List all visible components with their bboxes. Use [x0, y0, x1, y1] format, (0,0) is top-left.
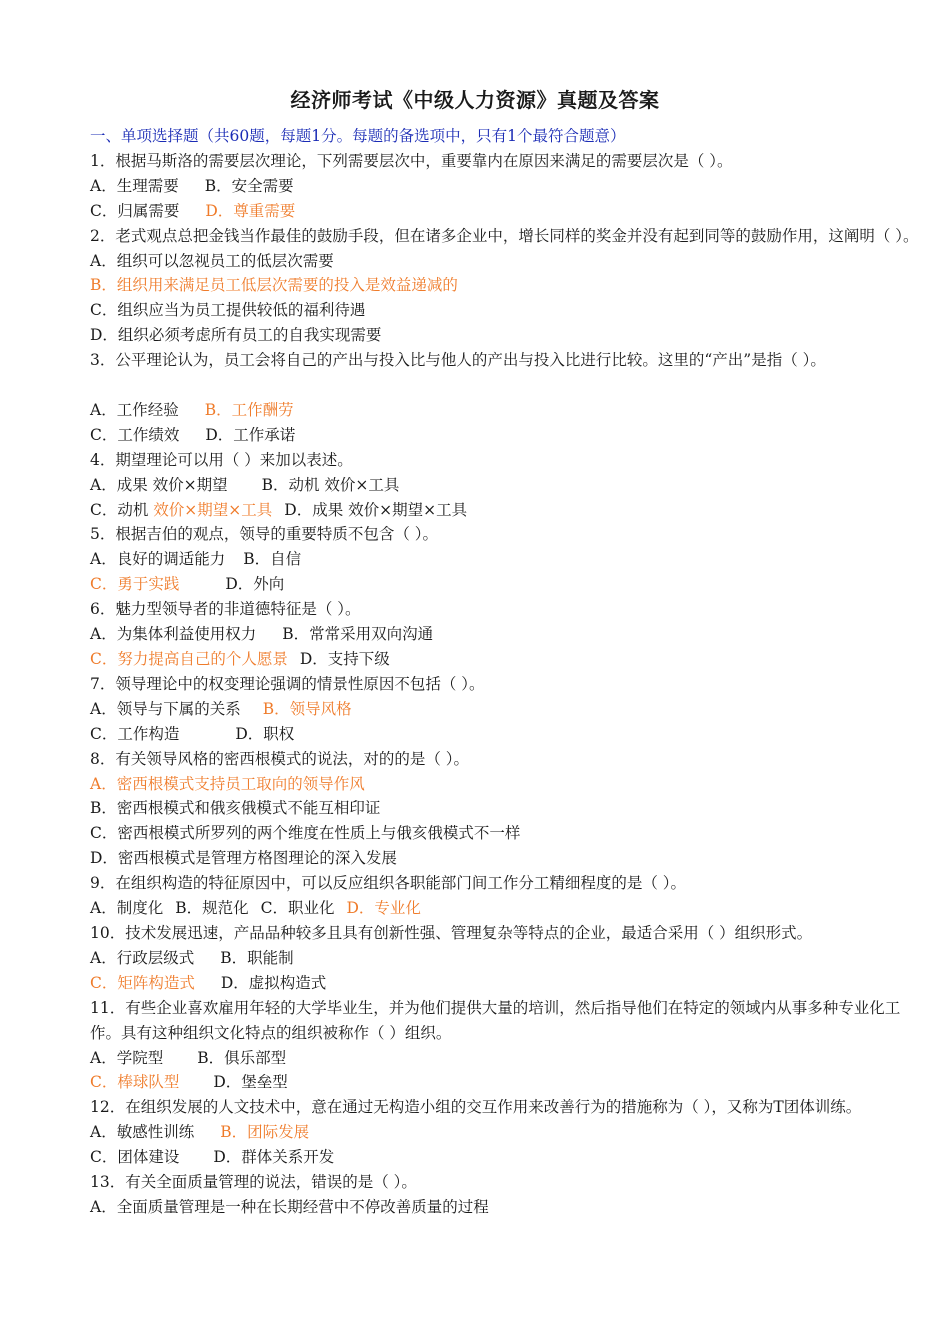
option: C．密西根模式所罗列的两个维度在性质上与俄亥俄模式不一样 [90, 824, 521, 843]
question-stem: 11．有些企业喜欢雇用年轻的大学毕业生，并为他们提供大量的培训，然后指导他们在特定的领域内从事多种专业化工作。具有这种组织文化特点的组织被称作（ ）组织。 [90, 998, 901, 1042]
option-row [90, 174, 920, 199]
option-row [90, 647, 920, 672]
option: C．工作绩效 [90, 425, 180, 444]
question-stem: 3．公平理论认为，员工会将自己的产出与投入比与他人的产出与投入比进行比较。这里的“产出”是指（ ）。 [90, 351, 826, 370]
question-stem: 7．领导理论中的权变理论强调的情景性原因不包括（ ）。 [90, 674, 485, 693]
option: A．工作经验 [90, 400, 179, 419]
document-body [90, 124, 920, 1220]
option: D．职权 [235, 724, 295, 743]
option: A．良好的调适能力 [90, 550, 226, 569]
option: C．团体建设 [90, 1148, 180, 1167]
answer-option: C．勇于实践 [90, 575, 180, 594]
option: B．俱乐部型 [197, 1048, 287, 1067]
option: D．密西根模式是管理方格图理论的深入发展 [90, 849, 397, 868]
answer-option: C．努力提高自己的个人愿景 [90, 650, 288, 669]
question-stem: 10．技术发展迅速，产品品种较多且具有创新性强、管理复杂等特点的企业，最适合采用（ ）组织形式。 [90, 923, 813, 942]
option: C．组织应当为员工提供较低的福利待遇 [90, 301, 366, 320]
answer-option: B．工作酬劳 [204, 400, 294, 419]
answer-option: A．密西根模式支持员工取向的领导作风 [90, 774, 365, 793]
option-row [90, 473, 920, 498]
document-title: 经济师考试《中级人力资源》真题及答案 [290, 88, 660, 112]
blank-line [90, 373, 920, 398]
option-row [90, 1120, 920, 1145]
answer-option: B．组织用来满足员工低层次需要的投入是效益递减的 [90, 276, 458, 295]
section-heading: 一、单项选择题（共60题，每题1分。每题的备选项中，只有1个最符合题意） [90, 127, 626, 145]
option-row [90, 971, 920, 996]
option: B．职能制 [220, 948, 294, 967]
answer-option: D．尊重需要 [205, 201, 296, 220]
option: A．学院型 [90, 1048, 164, 1067]
option: A．为集体利益使用权力 [90, 625, 257, 644]
option-row [90, 423, 920, 448]
answer-option: B．领导风格 [262, 699, 352, 718]
option: D．成果 效价×期望×工具 [284, 500, 468, 519]
option-row [90, 622, 920, 647]
option-row [90, 896, 920, 921]
option: D．工作承诺 [205, 425, 296, 444]
option: D．支持下级 [299, 650, 390, 669]
option: A．领导与下属的关系 [90, 699, 241, 718]
option: A．行政层级式 [90, 948, 195, 967]
question-stem: 12．在组织发展的人文技术中，意在通过无构造小组的交互作用来改善行为的措施称为（ ），又称为T团体训练。 [90, 1098, 862, 1117]
answer-option: B．团际发展 [220, 1123, 310, 1142]
option: D．堡垒型 [213, 1073, 288, 1092]
option: B．常常采用双向沟通 [282, 625, 434, 644]
question-stem: 6．魅力型领导者的非道德特征是（ ）。 [90, 600, 361, 619]
option: C．职业化 [260, 899, 335, 918]
answer-option: C．棒球队型 [90, 1073, 180, 1092]
option: B．动机 效价×工具 [261, 475, 400, 494]
answer-option: D．专业化 [346, 899, 421, 918]
option: A．敏感性训练 [90, 1123, 195, 1142]
option: C．工作构造 [90, 724, 180, 743]
question-stem: 13．有关全面质量管理的说法，错误的是（ ）。 [90, 1173, 417, 1192]
option-row [90, 398, 920, 423]
question-stem: 9．在组织构造的特征原因中，可以反应组织各职能部门间工作分工精细程度的是（ ）。 [90, 874, 687, 893]
option: A．生理需要 [90, 176, 179, 195]
answer-option: C．矩阵构造式 [90, 973, 195, 992]
option: D．群体关系开发 [213, 1148, 335, 1167]
question-stem: 8．有关领导风格的密西根模式的说法，对的的是（ ）。 [90, 749, 470, 768]
option: A．全面质量管理是一种在长期经营中不停改善质量的过程 [90, 1197, 489, 1216]
question-stem: 5．根据吉伯的观点，领导的重要特质不包含（ ）。 [90, 525, 439, 544]
question-stem: 2．老式观点总把金钱当作最佳的鼓励手段，但在诸多企业中，增长同样的奖金并没有起到同等的鼓励作用，这阐明（ ）。 [90, 226, 919, 245]
option-row [90, 1145, 920, 1170]
option: D．组织必须考虑所有员工的自我实现需要 [90, 326, 382, 345]
option: C．归属需要 [90, 201, 180, 220]
option: D．虚拟构造式 [220, 973, 327, 992]
option: B．自信 [243, 550, 302, 569]
option: A．制度化 [90, 899, 164, 918]
question-stem: 1．根据马斯洛的需要层次理论，下列需要层次中，重要靠内在原因来满足的需要层次是（ ）。 [90, 151, 733, 170]
option: A．组织可以忽视员工的低层次需要 [90, 251, 334, 270]
option: D．外向 [225, 575, 285, 594]
option-row [90, 498, 920, 523]
option-row [90, 1046, 920, 1071]
option-row [90, 572, 920, 597]
option: C．动机 [90, 500, 154, 519]
question-stem: 4．期望理论可以用（ ）来加以表述。 [90, 450, 353, 469]
option-row [90, 697, 920, 722]
option: B．安全需要 [204, 176, 294, 195]
option-row [90, 946, 920, 971]
option: B．规范化 [175, 899, 249, 918]
option: A．成果 效价×期望 [90, 475, 228, 494]
option-row [90, 547, 920, 572]
option-row [90, 199, 920, 224]
option-row [90, 722, 920, 747]
answer-option: 效价×期望×工具 [153, 500, 273, 519]
option: B．密西根模式和俄亥俄模式不能互相印证 [90, 799, 381, 818]
option-row [90, 1070, 920, 1095]
